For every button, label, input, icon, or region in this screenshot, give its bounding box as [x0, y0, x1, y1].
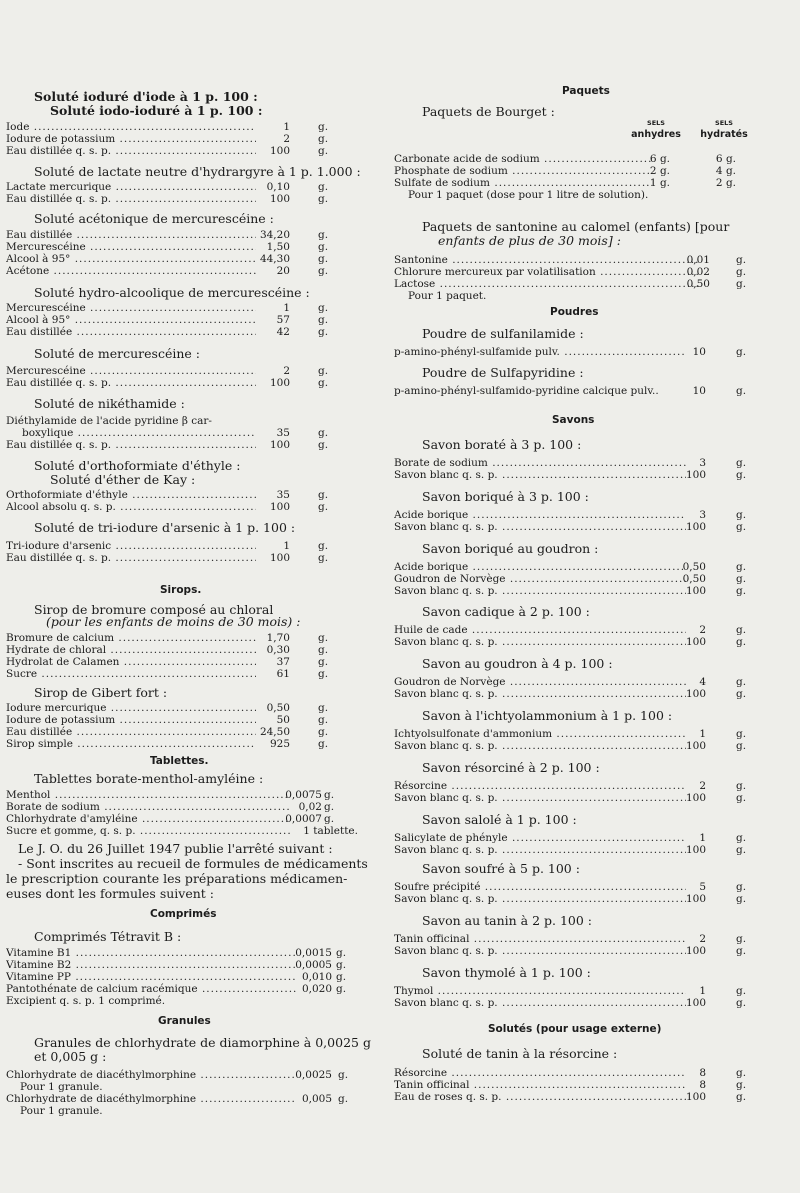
ingredient-row: Chlorhydrate d'amyléine ..... 0,0007 g. — [0, 812, 382, 827]
section-title: Soluté d'orthoformiate d'éthyle : — [34, 458, 241, 473]
ingredient-row: Vitamine PP ..... 0,010 g. — [0, 970, 382, 985]
ingredient-row: Soufre précipité ..... 5 g. — [394, 880, 800, 895]
ingredient-row: Sucre et gomme, q. s. p. ..... 1 tablette. — [0, 824, 382, 839]
ingredient-row: Huile de cade ..... 2 g. — [394, 623, 800, 638]
section-heading-paquets: Paquets — [562, 85, 610, 97]
section-title: Soluté acétonique de mercurescéine : — [34, 211, 274, 226]
ingredient-row: Eau distillée q. s. p. ..... 100 g. — [0, 144, 382, 159]
section-title: Poudre de Sulfapyridine : — [422, 365, 584, 380]
ingredient-row: Chlorure mercureux par volatilisation ..... 0,02 g. — [394, 265, 800, 280]
ingredient-row: Bromure de calcium ..... 1,70 g. — [0, 631, 382, 646]
section-title: Soluté de mercurescéine : — [34, 346, 200, 361]
section-title: Soluté de nikéthamide : — [34, 396, 185, 411]
ingredient-row: boxylique ..... 35 g. — [0, 426, 382, 441]
ingredient-row: Eau de roses q. s. p. ..... 100 g. — [394, 1090, 800, 1105]
ingredient-row: Mercurescéine ..... 1,50 g. — [0, 240, 382, 255]
ingredient-row: Menthol ..... 0,0075 g. — [0, 788, 382, 803]
ingredient-row: Alcool à 95° ..... 44,30 g. — [0, 252, 382, 267]
ingredient-row: Mercurescéine ..... 1 g. — [0, 301, 382, 316]
excipient-line: Excipient q. s. p. 1 comprimé. — [6, 995, 166, 1007]
section-title: Soluté de tanin à la résorcine : — [422, 1046, 618, 1061]
ingredient-row: Savon blanc q. s. p. ..... 100 g. — [394, 843, 800, 858]
ingredient-row: Pantothénate de calcium racémique ..... 0,020 g. — [0, 982, 382, 997]
ingredient-row: Résorcine ..... 2 g. — [394, 779, 800, 794]
ingredient-row: Savon blanc q. s. p. ..... 100 g. — [394, 996, 800, 1011]
ingredient-row: Eau distillée q. s. p. ..... 100 g. — [0, 551, 382, 566]
section-title: Soluté de tri-iodure d'arsenic à 1 p. 100 : — [34, 520, 296, 535]
section-title: Soluté de lactate neutre d'hydrargyre à 1 p. 1.000 : — [34, 164, 361, 179]
section-heading-poudres: Poudres — [550, 306, 599, 318]
ingredient-row: Savon blanc q. s. p. ..... 100 g. — [394, 791, 800, 806]
ingredient-row: Savon blanc q. s. p. ..... 100 g. — [394, 520, 800, 535]
ingredient-row: Acide borique ..... 0,50 g. — [394, 560, 800, 575]
section-title: Savon cadique à 2 p. 100 : — [422, 604, 590, 619]
paragraph-line: le prescription courante les préparations médicamen- — [6, 871, 348, 886]
ingredient-row: Hydrolat de Calamen ..... 37 g. — [0, 655, 382, 670]
ingredient-row: Savon blanc q. s. p. ..... 100 g. — [394, 584, 800, 599]
column-header-hydrates: SELS hydratés — [700, 119, 748, 140]
ingredient-row: Orthoformiate d'éthyle ..... 35 g. — [0, 488, 382, 503]
section-title: Savon boraté à 3 p. 100 : — [422, 437, 582, 452]
ingredient-row: Sucre ..... 61 g. — [0, 667, 382, 682]
ingredient-row: Eau distillée ..... 34,20 g. — [0, 228, 382, 243]
ingredient-row: Phosphate de sodium ..... 2 g. 4 g. — [394, 164, 800, 179]
ingredient-row: Borate de sodium ..... 3 g. — [394, 456, 800, 471]
ingredient-row: Carbonate acide de sodium ..... 6 g. 6 g. — [394, 152, 800, 167]
section-heading-comprimes: Comprimés — [150, 908, 217, 920]
note-line: Pour 1 paquet. — [408, 290, 487, 302]
section-title: Savon soufré à 5 p. 100 : — [422, 861, 580, 876]
ingredient-row: Lactate mercurique ..... 0,10 g. — [0, 180, 382, 195]
ingredient-row: Alcool absolu q. s. p. ..... 100 g. — [0, 500, 382, 515]
paragraph-line: Le J. O. du 26 Juillet 1947 publie l'arrêté suivant : — [18, 841, 333, 856]
section-title: Savon au goudron à 4 p. 100 : — [422, 656, 613, 671]
ingredient-row: Tanin officinal ..... 2 g. — [394, 932, 800, 947]
ingredient-row: Iodure mercurique ..... 0,50 g. — [0, 701, 382, 716]
section-title: Poudre de sulfanilamide : — [422, 326, 584, 341]
section-title: Soluté ioduré d'iode à 1 p. 100 : — [34, 89, 258, 104]
section-heading-solutes: Solutés (pour usage externe) — [488, 1023, 662, 1035]
ingredient-row: Borate de sodium ..... 0,02 g. — [0, 800, 382, 815]
ingredient-row: Sulfate de sodium ..... 1 g. 2 g. — [394, 176, 800, 191]
section-heading-granules: Granules — [158, 1015, 211, 1027]
ingredient-row: Salicylate de phényle ..... 1 g. — [394, 831, 800, 846]
note-line: Pour 1 granule. — [20, 1081, 103, 1093]
ingredient-row: Savon blanc q. s. p. ..... 100 g. — [394, 687, 800, 702]
ingredient-row: Chlorhydrate de diacéthylmorphine ..... 0,0025 g. — [0, 1068, 382, 1083]
section-subtitle: enfants de plus de 30 mois] : — [438, 233, 621, 248]
ingredient-row: Savon blanc q. s. p. ..... 100 g. — [394, 892, 800, 907]
section-heading-tablettes: Tablettes. — [150, 755, 209, 767]
section-subtitle: Soluté iodo-ioduré à 1 p. 100 : — [50, 103, 263, 118]
paragraph-line: - Sont inscrites au recueil de formules de médicaments — [18, 856, 368, 871]
ingredient-row: Alcool à 95° ..... 57 g. — [0, 313, 382, 328]
ingredient-row: Acétone ..... 20 g. — [0, 264, 382, 279]
section-title: Sirop de Gibert fort : — [34, 685, 168, 700]
ingredient-row: Savon blanc q. s. p. ..... 100 g. — [394, 468, 800, 483]
ingredient-row: Eau distillée ..... 42 g. — [0, 325, 382, 340]
ingredient-row: Sirop simple ..... 925 g. — [0, 737, 382, 752]
section-title: Comprimés Tétravit B : — [34, 929, 182, 944]
section-title: Savon à l'ichtyolammonium à 1 p. 100 : — [422, 708, 673, 723]
section-title: Tablettes borate-menthol-amyléine : — [34, 771, 264, 786]
ingredient-row: Santonine ..... 0,01 g. — [394, 253, 800, 268]
section-title: Paquets de santonine au calomel (enfants) [pour — [422, 219, 730, 234]
ingredient-row: Eau distillée q. s. p. ..... 100 g. — [0, 376, 382, 391]
ingredient-row: Lactose ..... 0,50 g. — [394, 277, 800, 292]
ingredient-row: Iodure de potassium ..... 2 g. — [0, 132, 382, 147]
ingredient-row: Chlorhydrate de diacéthylmorphine ..... 0,005 g. — [0, 1092, 382, 1107]
section-heading-sirops: Sirops. — [160, 584, 202, 596]
section-title: Granules de chlorhydrate de diamorphine à 0,0025 g — [34, 1035, 371, 1050]
ingredient-row: Goudron de Norvège ..... 4 g. — [394, 675, 800, 690]
section-title: Savon résorciné à 2 p. 100 : — [422, 760, 600, 775]
ingredient-row: Mercurescéine ..... 2 g. — [0, 364, 382, 379]
ingredient-row: Eau distillée q. s. p. ..... 100 g. — [0, 192, 382, 207]
section-title: Paquets de Bourget : — [422, 104, 555, 119]
ingredient-row: Thymol ..... 1 g. — [394, 984, 800, 999]
ingredient-row: p-amino-phényl-sulfamido-pyridine calcique pulv.. 10 g. — [394, 385, 747, 397]
ingredient-row: Savon blanc q. s. p. ..... 100 g. — [394, 944, 800, 959]
section-title: Savon boriqué à 3 p. 100 : — [422, 489, 589, 504]
section-title: Savon salolé à 1 p. 100 : — [422, 812, 577, 827]
ingredient-row: Vitamine B1 ..... 0,0015 g. — [0, 946, 382, 961]
section-subtitle: (pour les enfants de moins de 30 mois) : — [46, 614, 301, 629]
section-title: Soluté hydro-alcoolique de mercurescéine : — [34, 285, 310, 300]
ingredient-row: Acide borique ..... 3 g. — [394, 508, 800, 523]
ingredient-row: Tri-iodure d'arsenic ..... 1 g. — [0, 539, 382, 554]
note-line: Pour 1 granule. — [20, 1105, 103, 1117]
section-subtitle: et 0,005 g : — [34, 1049, 107, 1064]
ingredient-row: Savon blanc q. s. p. ..... 100 g. — [394, 635, 800, 650]
ingredient-row: Tanin officinal ..... 8 g. — [394, 1078, 800, 1093]
note-line: Pour 1 paquet (dose pour 1 litre de solution). — [408, 189, 649, 201]
ingredient-row: Hydrate de chloral ..... 0,30 g. — [0, 643, 382, 658]
ingredient-row: Iode ..... 1 g. — [0, 120, 382, 135]
ingredient-row: Eau distillée ..... 24,50 g. — [0, 725, 382, 740]
section-heading-savons: Savons — [552, 414, 595, 426]
ingredient-row: Iodure de potassium ..... 50 g. — [0, 713, 382, 728]
ingredient-row: p-amino-phényl-sulfamide pulv. ..... 10 g. — [394, 345, 800, 360]
section-title: Savon boriqué au goudron : — [422, 541, 599, 556]
ingredient-row: Eau distillée q. s. p. ..... 100 g. — [0, 438, 382, 453]
ingredient-row: Vitamine B2 ..... 0,0005 g. — [0, 958, 382, 973]
ingredient-row: Savon blanc q. s. p. ..... 100 g. — [394, 739, 800, 754]
ingredient-row: Ichtyolsulfonate d'ammonium ..... 1 g. — [394, 727, 800, 742]
section-subtitle: Soluté d'éther de Kay : — [50, 472, 196, 487]
ingredient-row: Goudron de Norvège ..... 0,50 g. — [394, 572, 800, 587]
ingredient-line: Diéthylamide de l'acide pyridine β car- — [6, 415, 212, 427]
section-title: Savon au tanin à 2 p. 100 : — [422, 913, 592, 928]
ingredient-row: Résorcine ..... 8 g. — [394, 1066, 800, 1081]
section-title: Sirop de bromure composé au chloral — [34, 602, 274, 617]
column-header-anhydres: SELS anhydres — [631, 119, 681, 140]
paragraph-line: euses dont les formules suivent : — [6, 886, 215, 901]
section-title: Savon thymolé à 1 p. 100 : — [422, 965, 591, 980]
